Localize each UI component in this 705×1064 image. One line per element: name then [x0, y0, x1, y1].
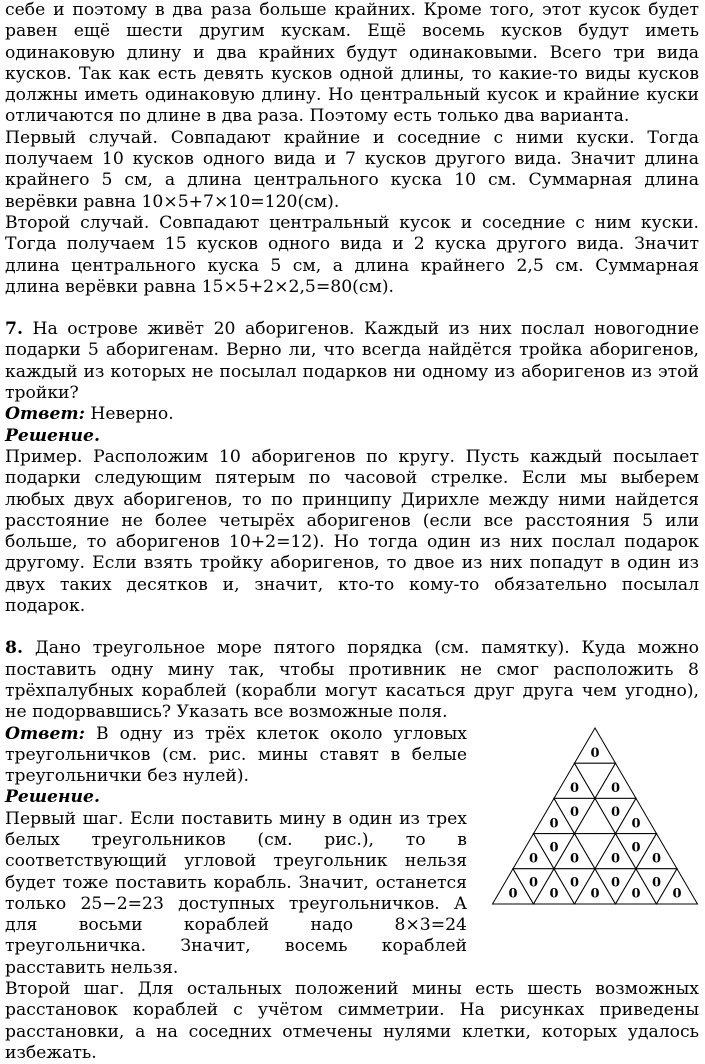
zero-mark: 0: [610, 780, 621, 796]
prev-solution-para-1: себе и поэтому в два раза больше крайних. Кроме того, этот кусок будет равен ещё шести другим кускам. Ещё восемь кусков будут иметь одинаковую длину и два крайних будут одинаковыми. Всего три вида кусков. Так как есть девять кусков одной длины, то какие-то виды кусков должны иметь одинаковую длину. Но центральный кусок и крайние куски отличаются по длине в два раза. Поэтому есть только два варианта.: [5, 0, 699, 127]
zero-mark: 0: [631, 886, 641, 902]
problem-8-float-area: [5, 724, 699, 980]
zero-mark: 0: [528, 874, 539, 890]
answer-label: Ответ:: [5, 723, 85, 744]
page: [5, 0, 699, 1064]
answer-label: Ответ:: [5, 404, 85, 425]
problem-8-text: Дано треугольное море пятого порядка (см. памятку). Куда можно поставить одну мину так, чтобы противник не смог расположить 8 трёхпалубных кораблей (корабли могут касаться друг друга чем угодно), не подорвавшись? Указать все возможные поля.: [5, 638, 699, 723]
zero-mark: 0: [549, 886, 559, 902]
prev-solution-case-2: Второй случай. Совпадают центральный кусок и соседние с ним куски. Тогда получаем 15 кусков одного вида и 2 куска другого вида. Значит длина центрального куска 5 см, а длина крайнего 2,5 см. Суммарная длина верёвки равна 15×5+2×2,5=80(см).: [5, 212, 699, 297]
problem-8-answer: [5, 724, 467, 788]
zero-mark: 0: [549, 839, 559, 855]
problem-8-statement: [5, 638, 699, 723]
zero-mark: 0: [569, 804, 580, 820]
problem-7-number: 7.: [5, 319, 23, 340]
zero-mark: 0: [508, 886, 518, 902]
zero-mark: 0: [569, 874, 580, 890]
zero-mark: 0: [590, 745, 600, 761]
prev-solution-case-1: Первый случай. Совпадают крайние и соседние с ними куски. Тогда получаем 10 кусков одного вида и 7 кусков другого вида. Значит длина крайнего 5 см, а длина центрального куска 10 см. Суммарная длина верёвки равна 10×5+7×10=120(см).: [5, 127, 699, 212]
problem-7-solution-label: [5, 426, 699, 447]
zero-mark: 0: [610, 874, 621, 890]
zero-mark: 0: [651, 874, 662, 890]
problem-8-narrow-column: [5, 724, 467, 980]
solution-label: Решение.: [5, 787, 100, 808]
zero-mark: 0: [528, 851, 539, 867]
zero-mark: 0: [549, 815, 559, 831]
problem-8-step-1: Первый шаг. Если поставить мину в один из трех белых треугольников (см. рис.), то в соответствующий угловой треугольник нельзя будет тоже поставить корабль. Значит, останется только 25−2=23 доступных треугольничков. А для восьми кораблей надо 8×3=24 треугольничка. Значит, восемь кораблей расставить нельзя.: [5, 808, 467, 978]
zero-mark: 0: [672, 886, 682, 902]
triangular-sea-figure: [489, 724, 701, 910]
problem-7-statement: [5, 319, 699, 404]
problem-7-answer: [5, 404, 699, 425]
zero-mark: 0: [631, 839, 641, 855]
zero-mark: 0: [610, 851, 621, 867]
answer-text: Неверно.: [84, 404, 174, 425]
zero-mark: 0: [569, 780, 580, 796]
answer-text: В одну из трёх клеток около угловых треугольничков (см. рис. мины ставят в белые треугольнички без нулей).: [5, 723, 467, 787]
problem-8-step-2: Второй шаг. Для остальных положений мины есть шесть возможных расстановок кораблей с учётом симметрии. На рисунках приведены расстановки, а на соседних отмечены нулями клетки, которых удалось избежать.: [5, 979, 699, 1063]
problem-8-number: 8.: [5, 638, 23, 659]
zero-mark: 0: [590, 886, 600, 902]
problem-8-solution-label: [5, 787, 467, 808]
zero-mark: 0: [610, 804, 621, 820]
solution-label: Решение.: [5, 425, 100, 446]
problem-7-text: На острове живёт 20 аборигенов. Каждый из них послал новогодние подарки 5 аборигенам. Верно ли, что всегда найдётся тройка аборигенов, каждый из которых не посылал подарков ни одному из аборигенов из этой тройки?: [5, 319, 699, 404]
zero-mark: 0: [651, 851, 662, 867]
problem-7-solution: Пример. Расположим 10 аборигенов по кругу. Пусть каждый посылает подарки следующим пятерым по часовой стрелке. Если мы выберем любых двух аборигенов, то по принципу Дирихле между ними найдется расстояние не более четырёх аборигенов (если все расстояния 5 или больше, то аборигенов 10+2=12). Но тогда один из них послал подарок другому. Если взять тройку аборигенов, то двое из них попадут в один из двух таких десятков и, значит, кто-то кому-то обязательно посылал подарок.: [5, 446, 699, 617]
zero-mark: 0: [569, 851, 580, 867]
zero-mark: 0: [631, 815, 641, 831]
